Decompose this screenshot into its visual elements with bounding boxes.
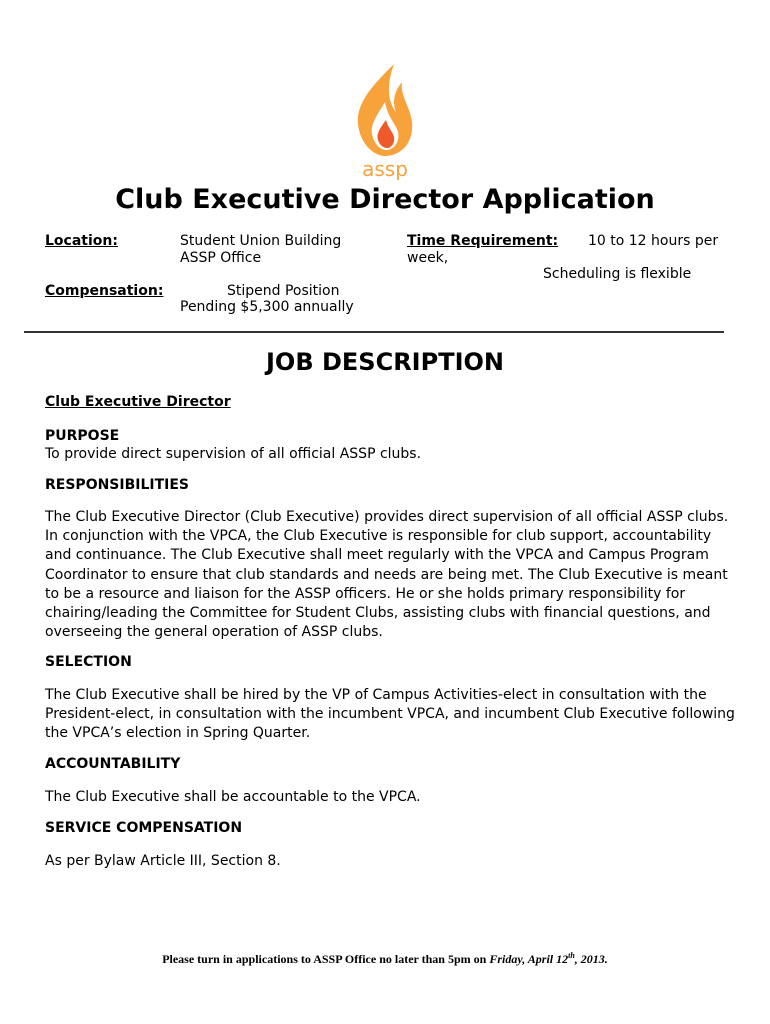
time-requirement-label: Time Requirement: bbox=[407, 233, 559, 249]
accountability-text: The Club Executive shall be accountable to the VPCA. bbox=[45, 789, 421, 805]
location-label: Location: bbox=[45, 233, 118, 249]
service-compensation-heading: SERVICE COMPENSATION bbox=[45, 820, 243, 836]
selection-text: The Club Executive shall be hired by the VP of Campus Activities-elect in consultation with the President-elect, in consultation with the incumbent VPCA, and incumbent Club Executive following the VPCA’s election in Spring Quarter. bbox=[45, 687, 735, 742]
selection-heading: SELECTION bbox=[45, 654, 132, 670]
footer-date-main: Friday, April 12 bbox=[489, 952, 569, 966]
footer-date-year: , 2013. bbox=[574, 952, 608, 966]
responsibilities-heading: RESPONSIBILITIES bbox=[45, 477, 190, 493]
footer-date bbox=[489, 952, 607, 966]
location-line1: Student Union Building bbox=[180, 233, 342, 249]
footer-prefix: Please turn in applications to ASSP Office no later than 5pm on bbox=[162, 952, 490, 966]
assp-logo bbox=[348, 62, 422, 180]
purpose-text: To provide direct supervision of all official ASSP clubs. bbox=[45, 446, 422, 462]
compensation-line2: Pending $5,300 annually bbox=[180, 299, 354, 315]
logo-text: assp bbox=[362, 157, 408, 180]
responsibilities-text: The Club Executive Director (Club Executive) provides direct supervision of all official ASSP clubs. In conjunction with the VPCA, the Club Executive is responsible for club support, accountability and continuance. The Club Executive shall meet regularly with the VPCA and Campus Program Coordinator to ensure that club standards and needs are being met. The Club Executive is meant to be a resource and liaison for the ASSP officers. He or she holds primary responsibility for chairing/leading the Committee for Student Clubs, assisting clubs with financial questions, and overseeing the general operation of ASSP clubs. bbox=[45, 509, 729, 641]
page-title: Club Executive Director Application bbox=[115, 184, 655, 215]
time-requirement-value-cont: week, bbox=[407, 250, 449, 266]
flame-icon bbox=[348, 62, 422, 180]
job-description-heading: JOB DESCRIPTION bbox=[266, 348, 504, 376]
compensation-line1: Stipend Position bbox=[227, 283, 340, 299]
divider bbox=[24, 331, 724, 333]
scheduling-note: Scheduling is flexible bbox=[543, 266, 692, 282]
purpose-heading: PURPOSE bbox=[45, 428, 120, 444]
service-compensation-text: As per Bylaw Article III, Section 8. bbox=[45, 853, 281, 869]
accountability-heading: ACCOUNTABILITY bbox=[45, 756, 181, 772]
location-line2: ASSP Office bbox=[180, 250, 262, 266]
time-requirement-value: 10 to 12 hours per bbox=[588, 233, 719, 249]
compensation-label: Compensation: bbox=[45, 283, 164, 299]
footer-note bbox=[0, 951, 770, 967]
position-title: Club Executive Director bbox=[45, 394, 231, 410]
footer-date-sup: th bbox=[568, 951, 575, 960]
